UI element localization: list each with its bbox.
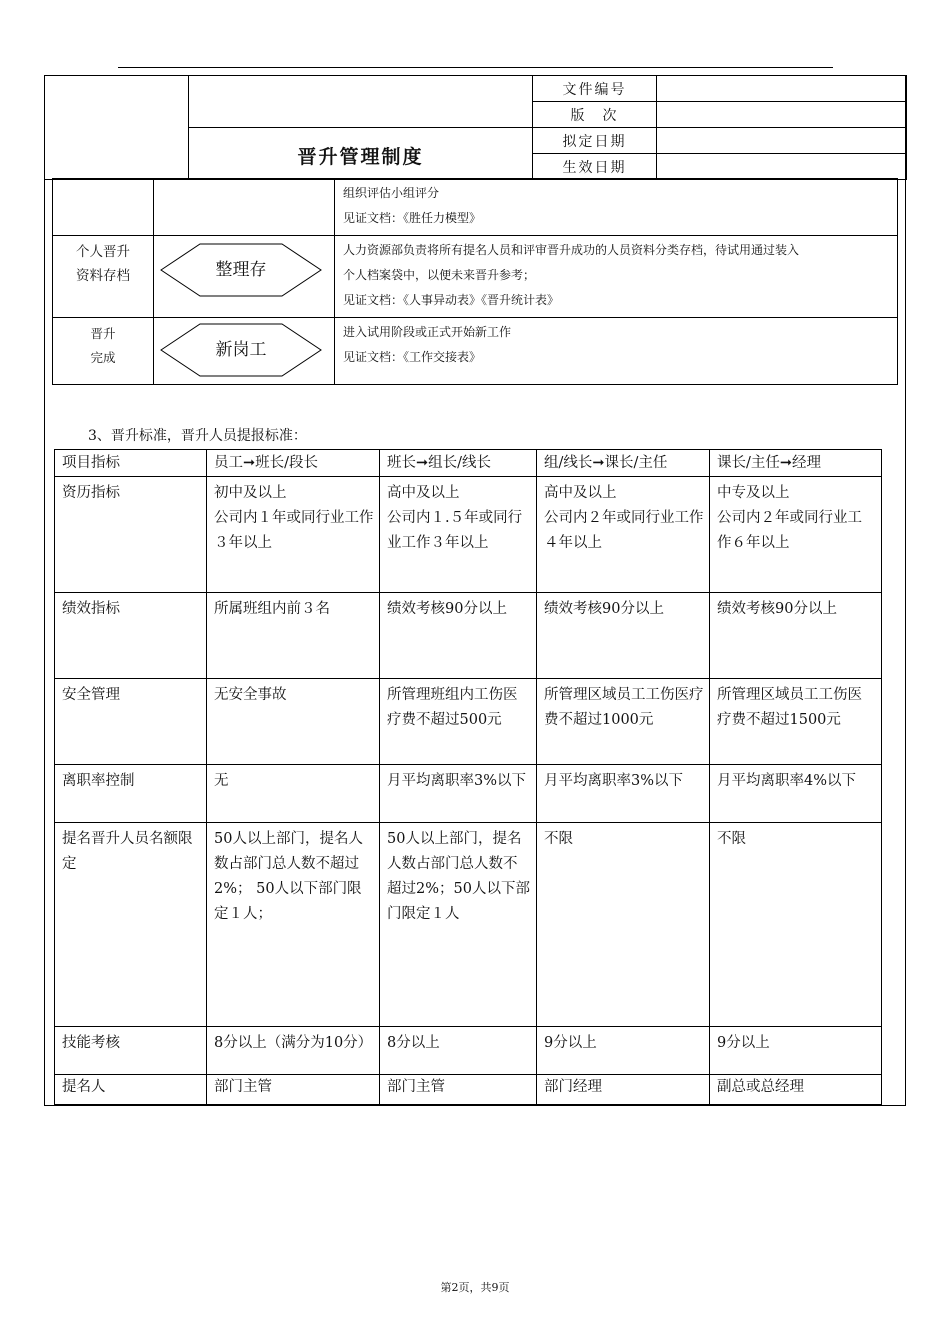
table-row bbox=[55, 593, 882, 679]
page-number: 第2页，共9页 bbox=[440, 1281, 510, 1294]
table-cell: 无 bbox=[207, 765, 380, 823]
table-cell: 8分以上 bbox=[380, 1027, 537, 1075]
table-cell: 所属班组内前３名 bbox=[207, 593, 380, 679]
field-effective-date: 生效日期 bbox=[533, 154, 657, 180]
table-cell: 50人以上部门，提名人数占部门总人数不超过2%；50人以下部门限定１人 bbox=[380, 823, 537, 1027]
table-cell: 所管理班组内工伤医疗费不超过500元 bbox=[380, 679, 537, 765]
row-label-cell: 提名晋升人员名额限定 bbox=[55, 823, 207, 1027]
diamond-label: 新岗工 bbox=[215, 340, 267, 360]
flow-desc-line: 见证文档：《工作交接表》 bbox=[343, 350, 482, 364]
table-cell: 部门经理 bbox=[537, 1075, 710, 1105]
table-cell: 副总或总经理 bbox=[710, 1075, 882, 1105]
table-row bbox=[55, 765, 882, 823]
flow-desc-line: 见证文档：《人事异动表》《晋升统计表》 bbox=[343, 293, 560, 307]
logo-cell bbox=[45, 76, 189, 180]
flow-diagram-complete bbox=[154, 318, 335, 385]
column-header: 课长/主任➞经理 bbox=[710, 450, 882, 477]
row-label-cell: 资历指标 bbox=[55, 477, 207, 593]
table-cell: 月平均离职率3%以下 bbox=[537, 765, 710, 823]
flow-desc-line: 见证文档：《胜任力模型》 bbox=[343, 211, 482, 225]
table-cell: 绩效考核90分以上 bbox=[537, 593, 710, 679]
table-cell: 月平均离职率3%以下 bbox=[380, 765, 537, 823]
value-doc-number bbox=[657, 76, 907, 102]
header-blank-cell bbox=[189, 76, 533, 128]
flow-stage-complete bbox=[53, 318, 154, 385]
table-cell: 所管理区域员工工伤医疗费不超过1000元 bbox=[537, 679, 710, 765]
table-cell: 50人以上部门，提名人数占部门总人数不超过2%； 50人以下部门限定１人； bbox=[207, 823, 380, 1027]
table-cell: 绩效考核90分以上 bbox=[380, 593, 537, 679]
flow-stage-line: 个人晋升 bbox=[76, 244, 130, 260]
section-title: 3、晋升标准，晋升人员提报标准： bbox=[88, 428, 307, 444]
promotion-standards-table bbox=[54, 449, 882, 1105]
row-label-cell: 离职率控制 bbox=[55, 765, 207, 823]
flow-desc-archive bbox=[335, 236, 898, 318]
row-label-cell: 安全管理 bbox=[55, 679, 207, 765]
row-label-cell: 提名人 bbox=[55, 1075, 207, 1105]
flow-desc-line: 人力资源部负责将所有提名人员和评审晋升成功的人员资料分类存档，待试用通过装入 bbox=[343, 243, 800, 257]
flow-stage-archive bbox=[53, 236, 154, 318]
row-label-cell: 绩效指标 bbox=[55, 593, 207, 679]
column-header: 组/线长➞课长/主任 bbox=[537, 450, 710, 477]
table-cell: 不限 bbox=[537, 823, 710, 1027]
table-cell: 不限 bbox=[710, 823, 882, 1027]
process-flow-table bbox=[52, 178, 898, 385]
value-effective-date bbox=[657, 154, 907, 180]
table-cell: 绩效考核90分以上 bbox=[710, 593, 882, 679]
flow-stage-blank bbox=[53, 179, 154, 236]
table-cell: 9分以上 bbox=[537, 1027, 710, 1075]
process-diamond bbox=[160, 323, 322, 377]
table-cell: 部门主管 bbox=[380, 1075, 537, 1105]
field-draft-date: 拟定日期 bbox=[533, 128, 657, 154]
table-cell: 9分以上 bbox=[710, 1027, 882, 1075]
table-row bbox=[55, 477, 882, 593]
document-header bbox=[44, 75, 907, 180]
table-cell: 初中及以上 公司内１年或同行业工作３年以上 bbox=[207, 477, 380, 593]
table-row bbox=[55, 1027, 882, 1075]
table-row bbox=[55, 823, 882, 1027]
column-header: 项目指标 bbox=[55, 450, 207, 477]
field-doc-number: 文件编号 bbox=[533, 76, 657, 102]
flow-desc-line: 进入试用阶段或正式开始新工作 bbox=[343, 325, 512, 339]
diamond-label: 整理存 bbox=[215, 260, 267, 280]
table-cell: 8分以上（满分为10分） bbox=[207, 1027, 380, 1075]
document-title: 晋升管理制度 bbox=[189, 128, 533, 180]
header-rule bbox=[118, 67, 833, 68]
flow-desc-line: 个人档案袋中，以便未来晋升参考； bbox=[343, 268, 536, 282]
flow-desc-complete bbox=[335, 318, 898, 385]
table-header-row bbox=[55, 450, 882, 477]
table-row bbox=[55, 679, 882, 765]
table-cell: 高中及以上 公司内１.５年或同行业工作３年以上 bbox=[380, 477, 537, 593]
value-version bbox=[657, 102, 907, 128]
row-label-cell: 技能考核 bbox=[55, 1027, 207, 1075]
flow-stage-line: 资料存档 bbox=[76, 268, 130, 284]
table-row bbox=[55, 1075, 882, 1105]
process-diamond bbox=[160, 243, 322, 297]
flow-diagram-blank bbox=[154, 179, 335, 236]
value-draft-date bbox=[657, 128, 907, 154]
column-header: 班长➞组长/线长 bbox=[380, 450, 537, 477]
table-cell: 所管理区域员工工伤医疗费不超过1500元 bbox=[710, 679, 882, 765]
flow-stage-line: 晋升 bbox=[90, 326, 116, 341]
table-cell: 无安全事故 bbox=[207, 679, 380, 765]
table-cell: 高中及以上 公司内２年或同行业工作４年以上 bbox=[537, 477, 710, 593]
column-header: 员工➞班长/段长 bbox=[207, 450, 380, 477]
flow-diagram-archive bbox=[154, 236, 335, 318]
flow-stage-line: 完成 bbox=[90, 350, 116, 365]
flow-desc-line: 组织评估小组评分 bbox=[343, 186, 440, 200]
flow-desc-evaluation bbox=[335, 179, 898, 236]
table-cell: 部门主管 bbox=[207, 1075, 380, 1105]
table-cell: 月平均离职率4%以下 bbox=[710, 765, 882, 823]
field-version: 版 次 bbox=[533, 102, 657, 128]
table-cell: 中专及以上 公司内２年或同行业工作６年以上 bbox=[710, 477, 882, 593]
